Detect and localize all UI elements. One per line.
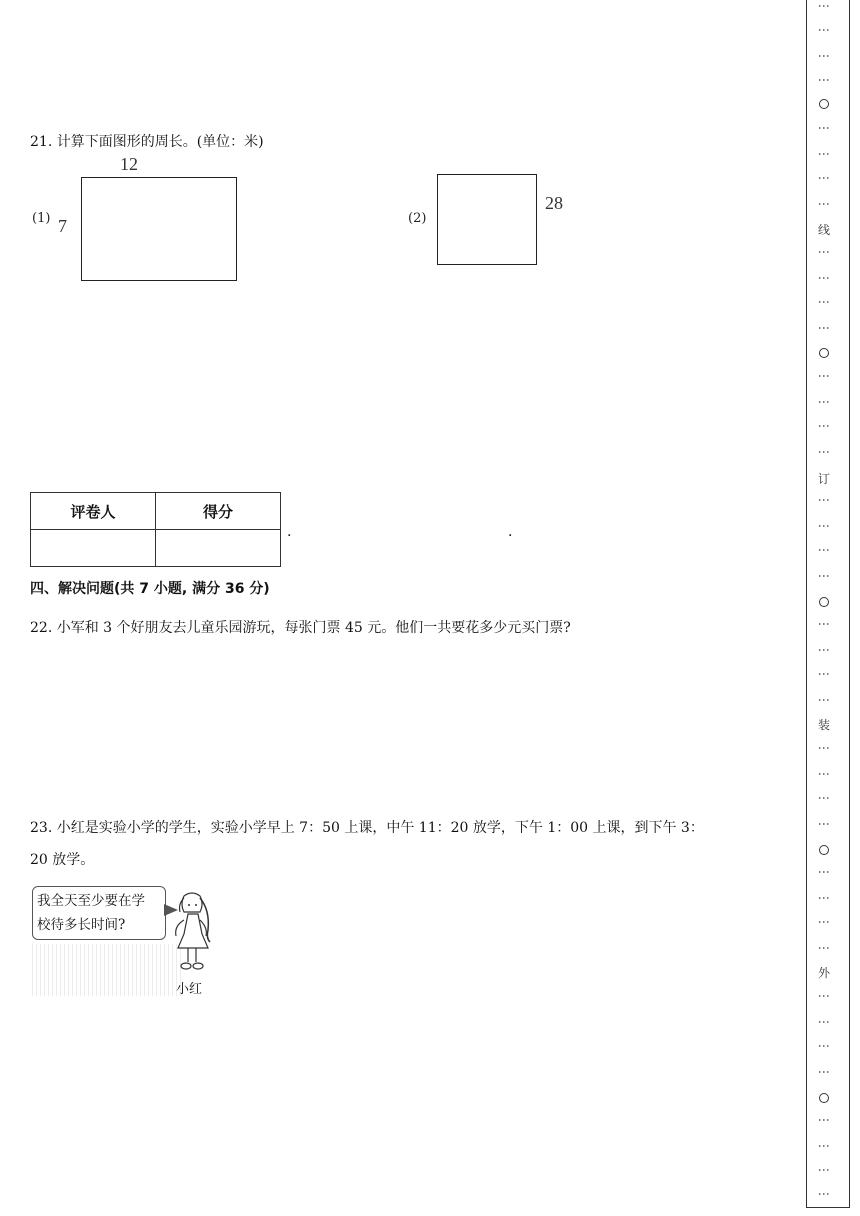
question-21-text: 21. 计算下面图形的周长。(单位：米) [30,134,264,150]
girl-icon [170,890,216,980]
character-name: 小红 [176,982,203,997]
margin-circle [819,99,829,109]
margin-dots: ⋮ [817,1164,831,1174]
margin-dots: ⋮ [817,148,831,158]
margin-dots: ⋮ [817,322,831,332]
margin-dots: ⋮ [817,1188,831,1198]
margin-dots: ⋮ [817,570,831,580]
margin-dots: ⋮ [817,24,831,34]
margin-label-wai: 外 [817,966,830,980]
margin-dots: ⋮ [817,1066,831,1076]
margin-dots: ⋮ [817,544,831,554]
margin-dots: ⋮ [817,296,831,306]
margin-circle [819,1093,829,1103]
speech-bubble [32,886,166,940]
margin-dots: ⋮ [817,768,831,778]
xiaohong-illustration [30,886,216,998]
stray-dot: . [287,524,292,540]
score-table [30,492,281,567]
speech-bubble-line-2: 校待多长时间? [37,917,126,933]
score-table-score-cell[interactable] [156,530,281,567]
figure-2-label: (2) [408,211,427,226]
margin-dots: ⋮ [817,74,831,84]
margin-dots: ⋮ [817,742,831,752]
margin-dots: ⋮ [817,446,831,456]
margin-label-zhuang: 装 [817,718,830,732]
margin-dots: ⋮ [817,668,831,678]
figure-1-height-value: 7 [58,216,67,236]
question-22-text: 22. 小军和 3 个好朋友去儿童乐园游玩，每张门票 45 元。他们一共要花多少元买门票? [30,620,571,636]
margin-dots: ⋮ [817,892,831,902]
margin-dots: ⋮ [817,122,831,132]
margin-label-xian: 线 [817,223,830,237]
question-23-line-2: 20 放学。 [30,852,95,868]
figure-2-side-value: 28 [545,193,563,213]
margin-dots: ⋮ [817,396,831,406]
margin-dots: ⋮ [817,494,831,504]
margin-dots: ⋮ [817,644,831,654]
margin-dots: ⋮ [817,246,831,256]
margin-dots: ⋮ [817,942,831,952]
margin-dots: ⋮ [817,50,831,60]
margin-dots: ⋮ [817,1140,831,1150]
margin-dots: ⋮ [817,1016,831,1026]
square-figure [437,174,537,265]
speech-bubble-line-1: 我全天至少要在学 [37,893,145,909]
margin-dots: ⋮ [817,618,831,628]
margin-dots: ⋮ [817,198,831,208]
stray-dot: . [508,524,513,540]
figure-1-label: (1) [32,211,51,226]
score-table-score-header: 得分 [156,493,281,530]
margin-dots: ⋮ [817,990,831,1000]
margin-dots: ⋮ [817,370,831,380]
margin-dots: ⋮ [817,172,831,182]
margin-dots: ⋮ [817,272,831,282]
margin-circle [819,845,829,855]
score-table-grader-cell[interactable] [31,530,156,567]
background-hatching [32,944,182,996]
rectangle-figure [81,177,237,281]
margin-dots: ⋮ [817,1114,831,1124]
margin-dots: ⋮ [817,1040,831,1050]
figure-1-width-value: 12 [120,154,138,174]
margin-circle [819,348,829,358]
margin-dots: ⋮ [817,520,831,530]
margin-dots: ⋮ [817,916,831,926]
section-title: 四、解决问题(共 7 小题, 满分 36 分) [30,581,270,597]
margin-dots: ⋮ [817,420,831,430]
margin-dots: ⋮ [817,792,831,802]
margin-circle [819,597,829,607]
margin-dots: ⋮ [817,866,831,876]
question-23-line-1: 23. 小红是实验小学的学生，实验小学早上 7：50 上课，中午 11：20 放学，下午 1：00 上课，到下午 3： [30,820,704,836]
margin-dots: ⋮ [817,818,831,828]
margin-dots: ⋮ [817,0,831,10]
margin-label-ding: 订 [817,472,830,486]
score-table-grader-header: 评卷人 [31,493,156,530]
margin-dots: ⋮ [817,694,831,704]
